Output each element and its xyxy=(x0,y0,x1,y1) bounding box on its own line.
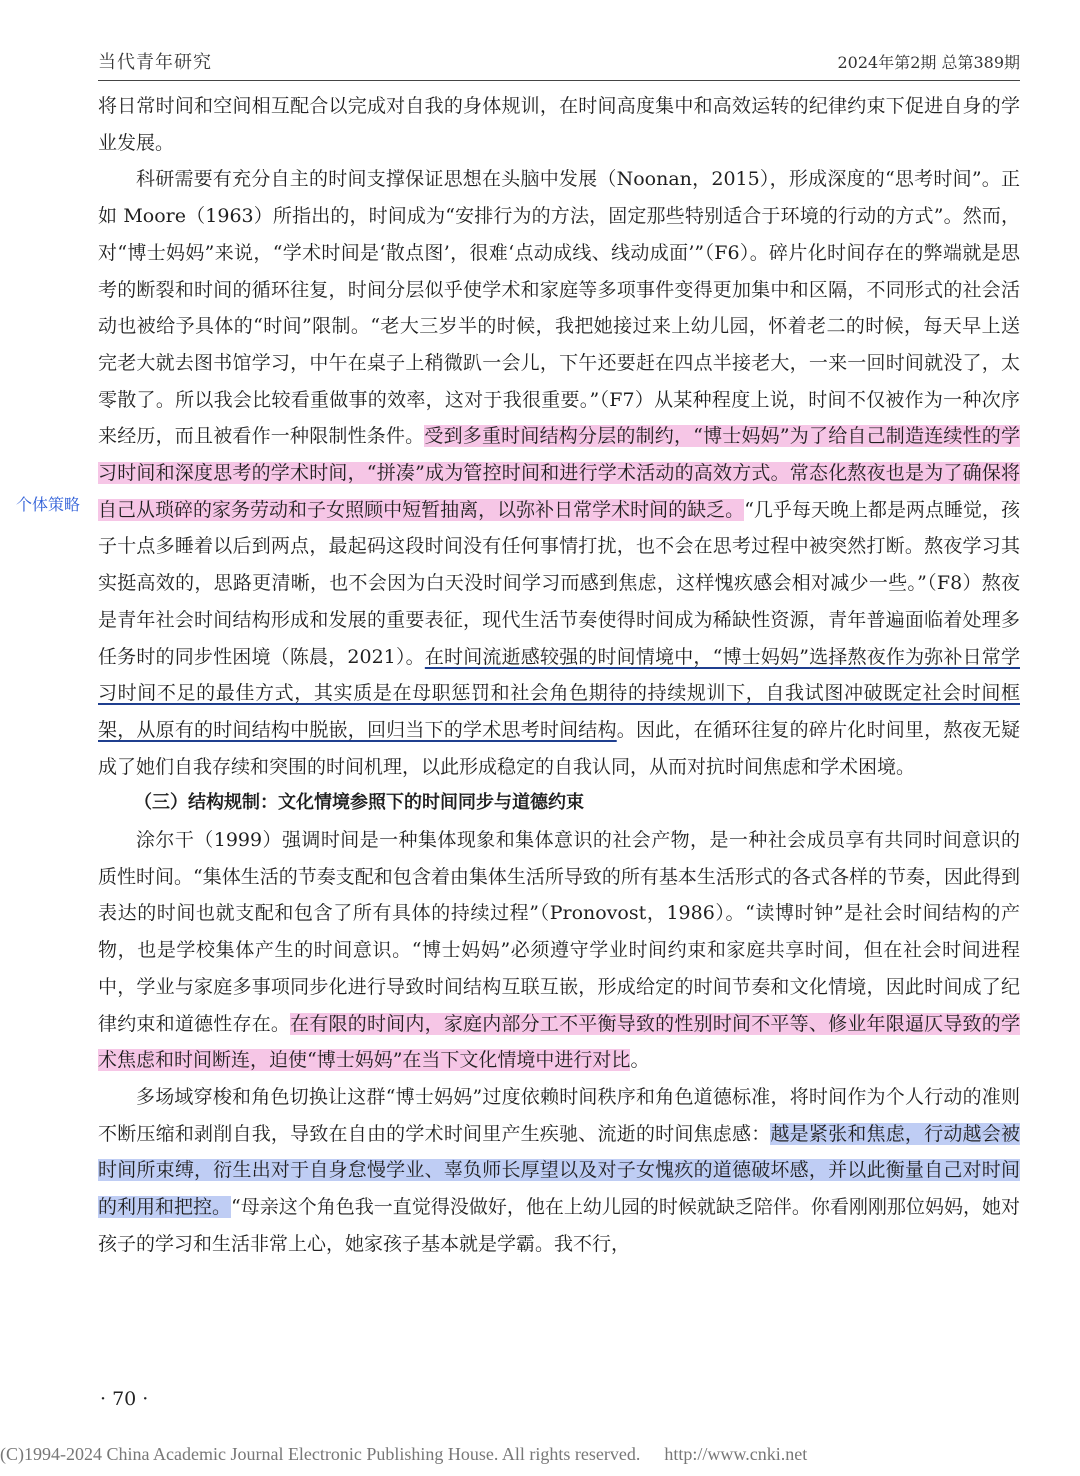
paragraph-continued xyxy=(98,88,1020,161)
paragraph-text: 。 xyxy=(630,1049,650,1072)
section-heading: （三）结构规制：文化情境参照下的时间同步与道德约束 xyxy=(134,792,584,814)
copyright-text: (C)1994-2024 China Academic Journal Electronic Publishing House. All rights reserved. xyxy=(0,1444,641,1464)
paragraph xyxy=(98,822,1020,1079)
journal-name: 当代青年研究 xyxy=(98,52,212,73)
paragraph-text: 涂尔干（1999）强调时间是一种集体现象和集体意识的社会产物，是一种社会成员享有共同时间意识的质性时间。“集体生活的节奏支配和包含着由集体生活所导致的所有基本生活形式的各式各样的节奏，因此得到表达的时间也就支配和包含了所有具体的持续过程”（Pronovost，1986）。“读博时钟”是社会时间结构的产物，也是学校集体产生的时间意识。“博士妈妈”必须遵守学业时间约束和家庭共享时间，但在社会时间进程中，学业与家庭多事项同步化进行导致时间结构互联互嵌，形成给定的时间节奏和文化情境，因此时间成了纪律约束和道德性存在。 xyxy=(98,829,1020,1035)
paragraph-text: 。因此，在循环往复的碎片化时间里，熬夜无疑成了她们自我存续和突围的时间机理，以此形成稳定的自我认同，从而对抗时间焦虑和学术困境。 xyxy=(98,718,1020,778)
running-header xyxy=(98,46,1020,76)
header-rule xyxy=(98,80,1020,81)
issue-info: 2024年第2期 总第389期 xyxy=(837,53,1020,72)
underline-blue: 在时间流逝感较强的时间情境中，“博士妈妈”选择熬夜作为弥补日常学习时间不足的最佳方式，其实质是在母职惩罚和社会角色期待的持续规训下，自我试图冲破既定社会时间框架，从原有的时间结构中脱嵌，回归当下的学术思考时间结构 xyxy=(98,645,1020,741)
paragraph-text: 科研需要有充分自主的时间支撑保证思想在头脑中发展（Noonan，2015），形成深度的“思考时间”。正如 Moore（1963）所指出的，时间成为“安排行为的方法，固定那些特别适合于环境的行动的方式”。然而，对“博士妈妈”来说，“学术时间是‘散点图’，很难‘点动成线、线动成面’”（F6）。碎片化时间存在的弊端就是思考的断裂和时间的循环往复，时间分层似乎使学术和家庭等多项事件变得更加集中和区隔，不同形式的社会活动也被给予具体的“时间”限制。“老大三岁半的时候，我把她接过来上幼儿园，怀着老二的时候，每天早上送完老大就去图书馆学习，中午在桌子上稍微趴一会儿，下午还要赶在四点半接老大，一来一回时间就没了，太零散了。所以我会比较看重做事的效率，这对于我很重要。”（F7）从某种程度上说，时间不仅被作为一种次序来经历，而且被看作一种限制性条件。 xyxy=(98,168,1020,448)
highlight-pink: 受到多重时间结构分层的制约，“博士妈妈”为了给自己制造连续性的学习时间和深度思考的学术时间，“拼凑”成为管控时间和进行学术活动的高效方式。常态化熬夜也是为了确保将自己从琐碎的家务劳动和子女照顾中短暂抽离，以弥补日常学术时间的缺乏。 xyxy=(98,425,1020,521)
page-number: · 70 · xyxy=(100,1388,149,1410)
paragraph-text: “母亲这个角色我一直觉得没做好，他在上幼儿园的时候就缺乏陪伴。你看刚刚那位妈妈，她对孩子的学习和生活非常上心，她家孩子基本就是学霸。我不行， xyxy=(98,1196,1020,1255)
paragraph xyxy=(98,1079,1020,1263)
copyright-footer xyxy=(0,1444,1080,1465)
paragraph-text: “几乎每天晚上都是两点睡觉，孩子十点多睡着以后到两点，最起码这段时间没有任何事情打扰，也不会在思考过程中被突然打断。熬夜学习其实挺高效的，思路更清晰，也不会因为白天没时间学习而感到焦虑，这样愧疚感会相对减少一些。”（F8）熬夜是青年社会时间结构形成和发展的重要表征，现代生活节奏使得时间成为稀缺性资源，青年普遍面临着处理多任务时的同步性困境（陈晨，2021）。 xyxy=(98,498,1020,668)
paragraph xyxy=(98,161,1020,785)
paragraph-text: 将日常时间和空间相互配合以完成对自我的身体规训，在时间高度集中和高效运转的纪律约束下促进自身的学业发展。 xyxy=(98,95,1020,154)
highlight-pink: 在有限的时间内，家庭内部分工不平衡导致的性别时间不平等、修业年限逼仄导致的学术焦虑和时间断连，迫使“博士妈妈”在当下文化情境中进行对比 xyxy=(98,1012,1020,1072)
paragraph-text: 多场域穿梭和角色切换让这群“博士妈妈”过度依赖时间秩序和角色道德标准，将时间作为个人行动的准则不断压缩和剥削自我，导致在自由的学术时间里产生疾驰、流逝的时间焦虑感： xyxy=(98,1085,1020,1145)
cnki-link[interactable]: http://www.cnki.net xyxy=(664,1444,808,1464)
highlight-blue: 越是紧张和焦虑，行动越会被时间所束缚，衍生出对于自身怠慢学业、辜负师长厚望以及对子女愧疚的道德破坏感，并以此衡量自己对时间的利用和把控。 xyxy=(98,1122,1020,1219)
margin-annotation: 个体策略 xyxy=(16,495,81,514)
article-body xyxy=(98,88,1020,1263)
